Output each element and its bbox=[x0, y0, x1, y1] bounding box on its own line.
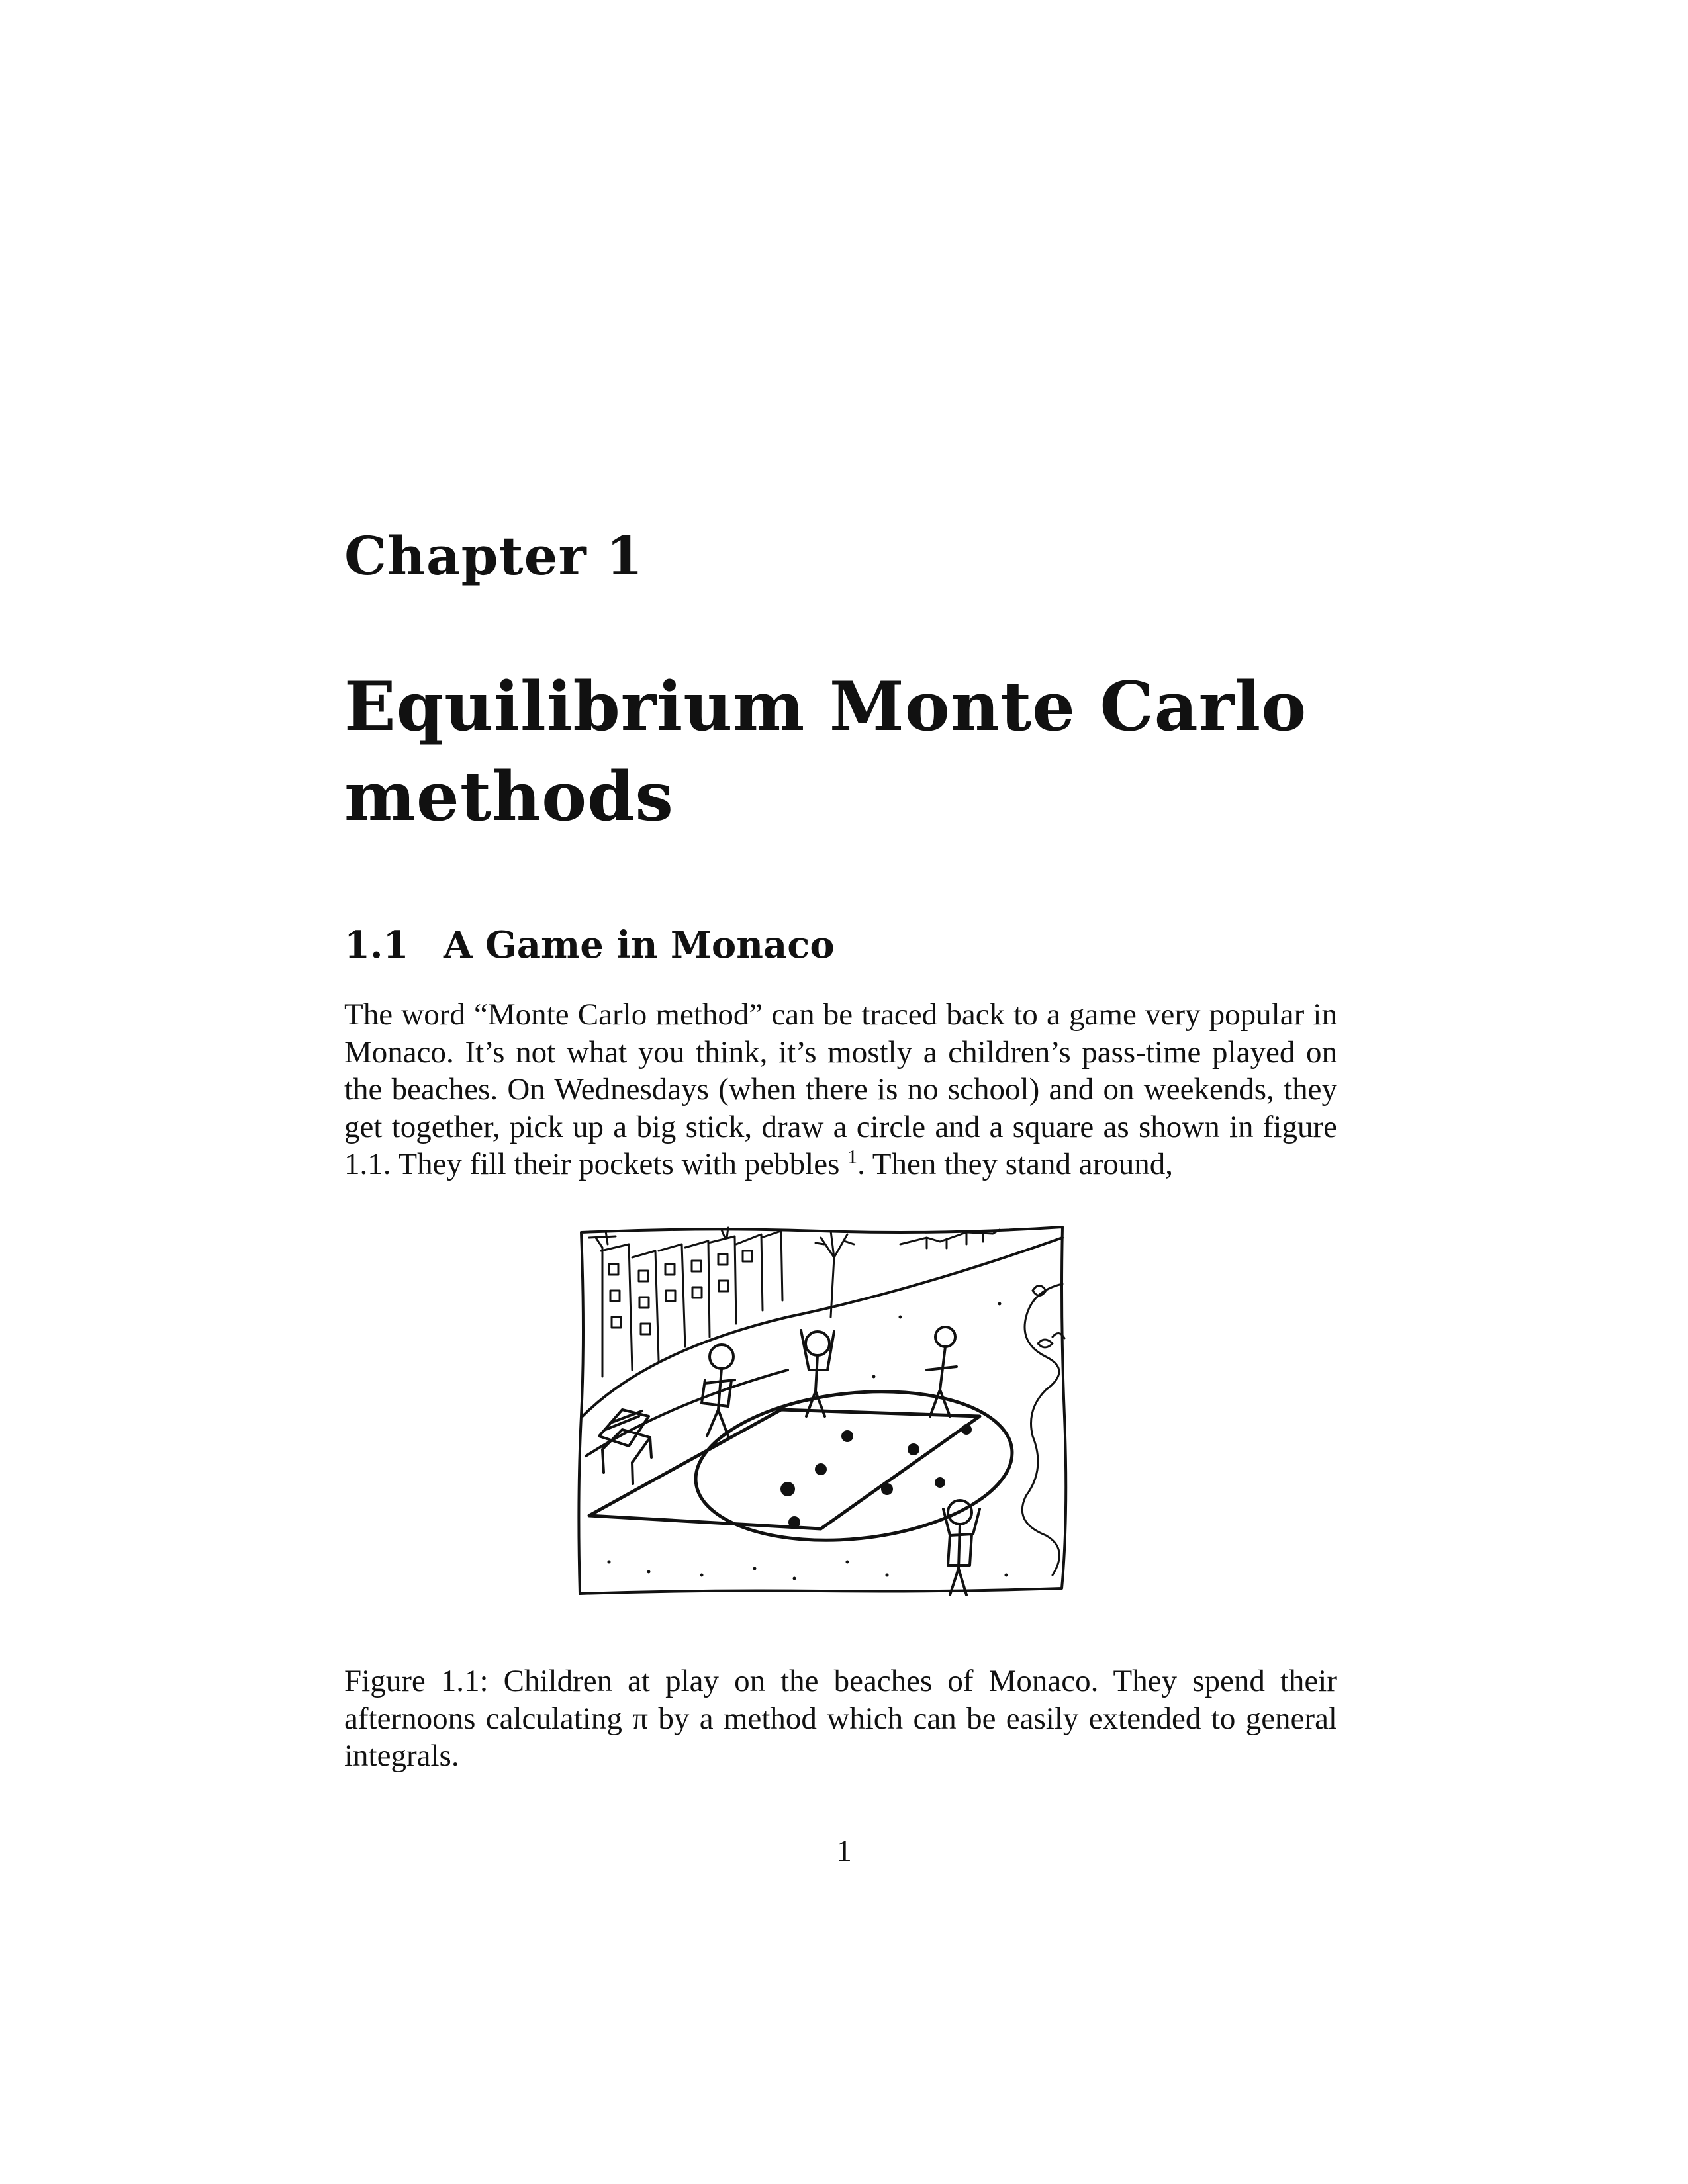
figure-caption: Figure 1.1: Children at play on the beaches of Monaco. They spend their afternoons calculating π by a method which can be easily extended to general integrals. bbox=[344, 1664, 1337, 1773]
sketch-buildings bbox=[589, 1228, 782, 1377]
figure-monaco-beach-sketch bbox=[569, 1218, 1072, 1615]
sketch-bench bbox=[599, 1410, 651, 1484]
body-text-part-2: . Then they stand around, bbox=[857, 1147, 1173, 1181]
page-number: 1 bbox=[836, 1834, 852, 1868]
sketch-road-edge bbox=[583, 1238, 1062, 1416]
sketch-drawing bbox=[569, 1218, 1072, 1615]
sketch-water-line bbox=[1022, 1284, 1062, 1575]
chapter-label: Chapter 1 bbox=[344, 525, 644, 587]
sketch-square bbox=[589, 1410, 980, 1529]
section-number: 1.1 bbox=[344, 923, 409, 967]
section-heading bbox=[344, 923, 835, 967]
section-title: A Game in Monaco bbox=[444, 923, 835, 967]
body-paragraph bbox=[344, 996, 1337, 1183]
sketch-circle bbox=[688, 1377, 1019, 1555]
chapter-title: Equilibrium Monte Carlo methods bbox=[344, 667, 1307, 837]
body-text-part-1: The word “Monte Carlo method” can be traced back to a game very popular in Monaco. It’s not what you think, it’s mostly a children’s pass-time played on the beaches. On Wednesdays (when there is no school) and on weekends, they get together, pick up a big stick, draw a circle and a square as shown in figure 1.1. They fill their pockets with pebbles bbox=[344, 997, 1337, 1181]
footnote-marker[interactable]: 1 bbox=[847, 1146, 858, 1168]
sketch-children bbox=[702, 1327, 980, 1595]
